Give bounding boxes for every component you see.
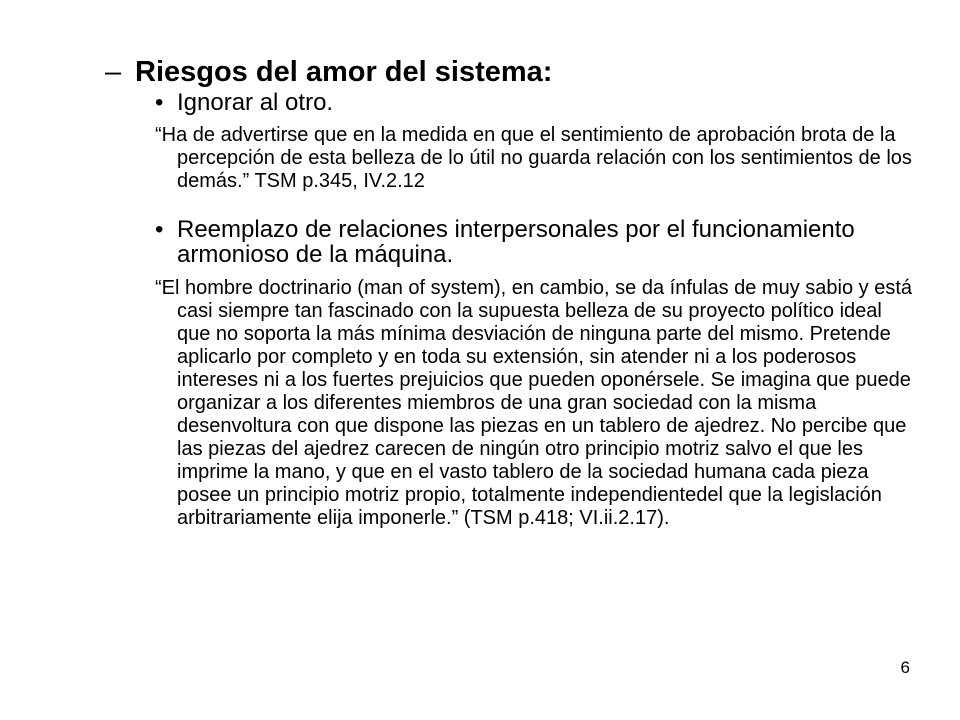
quote-belleza-util: “Ha de advertirse que en la medida en que el sentimiento de aprobación brota de la percepción de esta belleza de lo útil no guarda relación con los sentimientos de los demás.” TSM p.345, IV.2.12 [155, 124, 912, 192]
page-number: 6 [900, 658, 910, 677]
heading-text: Riesgos del amor del sistema: [135, 56, 553, 88]
bullet-item-reemplazo [155, 217, 915, 267]
heading-dash: – [105, 56, 122, 88]
bullet-text: Reemplazo de relaciones interpersonales por el funcionamiento armonioso de la máquina. [177, 216, 855, 268]
quote-hombre-doctrinario: “El hombre doctrinario (man of system), en cambio, se da ínfulas de muy sabio y está casi siempre tan fascinado con la supuesta belleza de su proyecto político ideal que no soporta la más mínima desviación de ninguna parte del mismo. Pretende aplicarlo por completo y en toda su extensión, sin atender ni a los poderosos intereses ni a los fuertes prejuicios que pueden oponérsele. Se imagina que puede organizar a los diferentes miembros de una gran sociedad con la misma desenvoltura con que dispone las piezas en un tablero de ajedrez. No percibe que las piezas del ajedrez carecen de ningún otro principio motriz salvo el que les imprime la mano, y que en el vasto tablero de la sociedad humana cada pieza posee un principio motriz propio, totalmente independientedel que la legislación arbitrariamente elija imponerle.” (TSM p.418; VI.ii.2.17). [155, 277, 913, 529]
bullet-text: Ignorar al otro. [177, 89, 334, 116]
slide-heading [105, 52, 905, 92]
bullet-item-ignorar [155, 89, 915, 117]
bullet-marker: • [155, 89, 164, 116]
bullet-marker: • [155, 216, 164, 243]
